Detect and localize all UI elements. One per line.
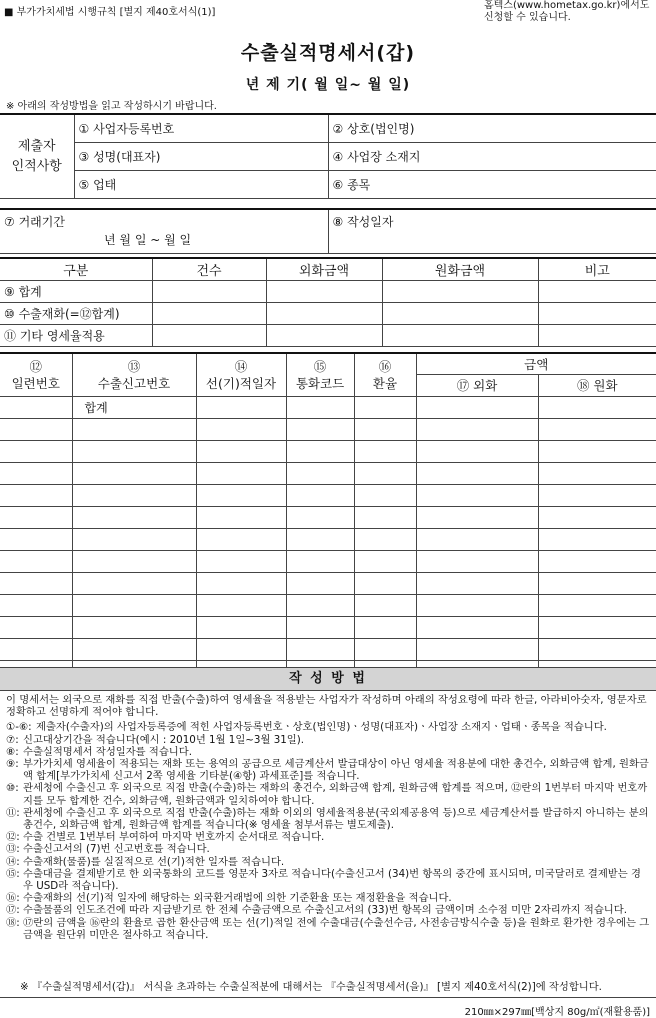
detail-cell[interactable] bbox=[196, 463, 286, 485]
paper-size-note: 210㎜×297㎜[백상지 80g/㎡(재활용품)] bbox=[464, 1007, 650, 1018]
detail-cell[interactable] bbox=[286, 595, 354, 617]
guide-bottom-note: ※ 『수출실적명세서(갑)』 서식을 초과하는 수출실적분에 대해서는 『수출실적명세서(을)』 [별지 제40호서식(2)]에 작성합니다. bbox=[20, 981, 602, 993]
detail-cell[interactable] bbox=[354, 485, 416, 507]
guide-item-number: ⑫: bbox=[6, 831, 20, 844]
detail-cell[interactable] bbox=[0, 595, 72, 617]
guide-item-number: ⑧: bbox=[6, 745, 19, 758]
hometax-notice-line1: 홈텍스(www.hometax.go.kr)에서도 bbox=[484, 0, 650, 11]
write-date-field[interactable]: ⑧ 작성일자 bbox=[328, 209, 656, 254]
guide-item-number: ⑩: bbox=[6, 782, 19, 795]
guide-item-text: 관세청에 수출신고 후 외국으로 직접 반출(수출)하는 재화 이외의 영세율적용분(국외제공용역 등)으로 세금계산서를 발급하지 아니하는 분의 총건수, 외화금액 합계, 원화금액 합계를 적습니다(※ 영세율 첨부서류는 별도제출). bbox=[23, 806, 649, 832]
guide-item bbox=[6, 758, 650, 782]
detail-cell[interactable] bbox=[196, 573, 286, 595]
biz-no-field[interactable]: ① 사업자등록번호 bbox=[74, 114, 328, 143]
guide-item bbox=[6, 892, 650, 904]
guide-item bbox=[6, 746, 650, 758]
detail-cell[interactable] bbox=[72, 573, 196, 595]
guide-title: 작 성 방 법 bbox=[0, 667, 656, 691]
detail-cell[interactable] bbox=[416, 441, 538, 463]
detail-cell[interactable] bbox=[538, 441, 656, 463]
guide-item-text: 제출자(수출자)의 사업자등록증에 적힌 사업자등록번호ㆍ상호(법인명)ㆍ성명(대표자)ㆍ사업장 소재지ㆍ업태ㆍ종목을 적습니다. bbox=[36, 721, 607, 734]
detail-cell[interactable] bbox=[416, 529, 538, 551]
submitter-label bbox=[0, 114, 74, 199]
detail-cell[interactable] bbox=[354, 419, 416, 441]
guide-item-number: ⑰: bbox=[6, 904, 20, 917]
address-field[interactable]: ④ 사업장 소재지 bbox=[328, 143, 656, 171]
detail-cell[interactable] bbox=[0, 441, 72, 463]
detail-cell[interactable] bbox=[72, 595, 196, 617]
detail-cell[interactable] bbox=[538, 595, 656, 617]
detail-cell[interactable] bbox=[354, 639, 416, 661]
summary-cell[interactable] bbox=[382, 281, 538, 303]
guide-item-text: 수출실적명세서 작성일자를 적습니다. bbox=[23, 745, 192, 758]
detail-cell[interactable] bbox=[416, 639, 538, 661]
detail-header-won: ⑱ 원화 bbox=[538, 375, 656, 397]
form-title: 수출실적명세서(갑) bbox=[240, 42, 416, 64]
submitter-label-line1: 제출자 bbox=[17, 138, 56, 154]
detail-cell[interactable] bbox=[354, 617, 416, 639]
detail-header-serial bbox=[0, 353, 72, 397]
detail-row bbox=[0, 551, 656, 573]
summary-cell[interactable] bbox=[152, 281, 266, 303]
guide-items bbox=[6, 721, 650, 941]
detail-cell[interactable] bbox=[196, 485, 286, 507]
detail-cell[interactable] bbox=[538, 397, 656, 419]
detail-cell[interactable] bbox=[72, 485, 196, 507]
detail-cell[interactable] bbox=[0, 573, 72, 595]
detail-cell[interactable] bbox=[72, 551, 196, 573]
detail-cell[interactable] bbox=[286, 573, 354, 595]
detail-cell[interactable] bbox=[196, 551, 286, 573]
transaction-period-value: 년 월 일 ~ 월 일 bbox=[104, 233, 192, 247]
detail-total-cell bbox=[0, 397, 72, 419]
detail-cell[interactable] bbox=[196, 529, 286, 551]
detail-cell[interactable] bbox=[416, 595, 538, 617]
detail-header-decl bbox=[72, 353, 196, 397]
detail-row bbox=[0, 463, 656, 485]
detail-header-rate-label: 환율 bbox=[372, 376, 398, 391]
detail-cell[interactable] bbox=[286, 507, 354, 529]
transaction-period-label: ⑦ 거래기간 bbox=[4, 215, 65, 229]
detail-header-amount: 금액 bbox=[416, 353, 656, 375]
detail-cell[interactable] bbox=[72, 507, 196, 529]
detail-cell[interactable] bbox=[286, 419, 354, 441]
detail-cell[interactable] bbox=[0, 485, 72, 507]
detail-header-date bbox=[196, 353, 286, 397]
detail-cell[interactable] bbox=[354, 463, 416, 485]
guide-item-number: ⑮: bbox=[6, 867, 20, 880]
detail-row bbox=[0, 485, 656, 507]
detail-cell[interactable] bbox=[196, 617, 286, 639]
guide-item bbox=[6, 734, 650, 746]
detail-total-label: 합계 bbox=[72, 397, 196, 419]
guide-item bbox=[6, 917, 650, 941]
detail-cell[interactable] bbox=[538, 529, 656, 551]
detail-cell[interactable] bbox=[416, 551, 538, 573]
guide-item-text: ⑰란의 금액을 ⑯란의 환율로 곱한 환산금액 또는 선(기)적일 전에 수출대금(수출선수금, 사전송금방식수출 등)을 원화로 환가한 경우에는 그 금액을 원단위 미만은 절사하고 적습니다. bbox=[23, 916, 650, 941]
detail-cell[interactable] bbox=[196, 595, 286, 617]
detail-cell[interactable] bbox=[72, 419, 196, 441]
detail-cell[interactable] bbox=[286, 529, 354, 551]
hometax-notice bbox=[484, 0, 649, 24]
guide-item-number: ⑯: bbox=[6, 892, 20, 905]
summary-cell[interactable] bbox=[152, 303, 266, 325]
summary-cell[interactable] bbox=[266, 325, 382, 347]
detail-cell[interactable] bbox=[416, 617, 538, 639]
guide-item-text: 수출물품의 인도조건에 따라 지급받기로 한 전체 수출금액으로 수출신고서의 (33)번 항목의 금액이며 소수점 미만 2자리까지 적습니다. bbox=[23, 904, 627, 917]
detail-cell[interactable] bbox=[196, 507, 286, 529]
detail-row bbox=[0, 639, 656, 661]
detail-cell[interactable] bbox=[538, 507, 656, 529]
detail-cell[interactable] bbox=[286, 551, 354, 573]
tax-period: 년 제 기( 월 일~ 월 일) bbox=[245, 77, 411, 93]
detail-cell[interactable] bbox=[0, 529, 72, 551]
detail-header-decl-label: 수출신고번호 bbox=[97, 376, 171, 391]
detail-cell[interactable] bbox=[196, 639, 286, 661]
summary-header-count: 건수 bbox=[152, 258, 266, 281]
detail-header-date-no: ⑭ bbox=[234, 359, 248, 374]
detail-cell[interactable] bbox=[538, 485, 656, 507]
detail-cell[interactable] bbox=[286, 397, 354, 419]
detail-cell[interactable] bbox=[354, 397, 416, 419]
submitter-table bbox=[0, 113, 656, 199]
detail-row bbox=[0, 507, 656, 529]
detail-header-currency-no: ⑮ bbox=[313, 359, 327, 374]
detail-cell[interactable] bbox=[0, 617, 72, 639]
detail-header-currency bbox=[286, 353, 354, 397]
detail-cell[interactable] bbox=[196, 441, 286, 463]
detail-cell[interactable] bbox=[0, 551, 72, 573]
guide-item bbox=[6, 831, 650, 843]
hometax-notice-line2: 신청할 수 있습니다. bbox=[484, 12, 571, 23]
submitter-label-line2: 인적사항 bbox=[11, 158, 62, 174]
detail-row bbox=[0, 529, 656, 551]
guide-item bbox=[6, 868, 650, 892]
detail-cell[interactable] bbox=[72, 441, 196, 463]
guide-item-text: 수출재화(물품)를 실질적으로 선(기)적한 일자를 적습니다. bbox=[23, 855, 285, 868]
guide-body bbox=[6, 694, 650, 941]
detail-cell[interactable] bbox=[354, 441, 416, 463]
detail-cell[interactable] bbox=[416, 573, 538, 595]
detail-cell[interactable] bbox=[286, 617, 354, 639]
guide-item-text: 수출재화의 선(기)적 일자에 해당하는 외국환거래법에 의한 기준환율 또는 재정환율을 적습니다. bbox=[23, 892, 452, 905]
detail-cell[interactable] bbox=[354, 551, 416, 573]
detail-cell[interactable] bbox=[286, 485, 354, 507]
guide-item bbox=[6, 807, 650, 831]
summary-row-total: ⑨ 합계 bbox=[0, 281, 152, 303]
detail-cell[interactable] bbox=[354, 529, 416, 551]
form-law-reference: ■ 부가가치세법 시행규칙 [별지 제40호서식(1)] bbox=[4, 7, 216, 18]
guide-item-text: 수출대금을 결제받기로 한 외국통화의 코드를 영문자 3자로 적습니다(수출신고서 (34)번 항목의 중간에 표시되며, 미국달러로 결제받는 경우 USD라 적습니다). bbox=[23, 867, 641, 893]
detail-cell[interactable] bbox=[0, 463, 72, 485]
detail-cell[interactable] bbox=[538, 551, 656, 573]
guide-item-text: 관세청에 수출신고 후 외국으로 직접 반출(수출)하는 재화의 총건수, 외화금액 합계, 원화금액 합계를 적으며, ⑫란의 1번부터 마지막 번호까지를 모두 합계한 건수, 외화금액, 원화금액과 일치하여야 합니다. bbox=[23, 782, 648, 807]
detail-cell[interactable] bbox=[72, 463, 196, 485]
detail-cell[interactable] bbox=[354, 507, 416, 529]
detail-header-foreign: ⑰ 외화 bbox=[416, 375, 538, 397]
detail-header-currency-label: 통화코드 bbox=[295, 376, 345, 391]
summary-cell[interactable] bbox=[538, 303, 656, 325]
detail-cell[interactable] bbox=[0, 639, 72, 661]
summary-header-type: 구분 bbox=[0, 258, 152, 281]
detail-header-serial-no: ⑫ bbox=[29, 359, 42, 374]
detail-cell[interactable] bbox=[416, 463, 538, 485]
rep-name-field[interactable]: ③ 성명(대표자) bbox=[74, 143, 328, 171]
guide-item-text: 수출신고서의 (7)번 신고번호를 적습니다. bbox=[23, 843, 210, 856]
guide-item bbox=[6, 782, 650, 806]
detail-cell[interactable] bbox=[196, 419, 286, 441]
detail-cell[interactable] bbox=[416, 397, 538, 419]
guide-item-number: ⑬: bbox=[6, 843, 20, 856]
summary-row-other: ⑪ 기타 영세율적용 bbox=[0, 325, 152, 347]
detail-cell[interactable] bbox=[538, 463, 656, 485]
footer-rule bbox=[0, 997, 656, 998]
detail-cell[interactable] bbox=[538, 639, 656, 661]
summary-cell[interactable] bbox=[538, 281, 656, 303]
detail-cell[interactable] bbox=[0, 507, 72, 529]
guide-item-number: ⑪: bbox=[6, 806, 20, 819]
guide-item-number: ①-⑥: bbox=[6, 721, 32, 734]
summary-header-won: 원화금액 bbox=[382, 258, 538, 281]
detail-header-serial-label: 일련번호 bbox=[11, 376, 60, 391]
summary-table bbox=[0, 257, 656, 347]
detail-cell[interactable] bbox=[416, 419, 538, 441]
transaction-table bbox=[0, 208, 656, 254]
guide-item bbox=[6, 721, 650, 733]
summary-cell[interactable] bbox=[266, 281, 382, 303]
detail-header-date-label: 선(기)적일자 bbox=[205, 376, 277, 391]
summary-row-export: ⑩ 수출재화(=⑫합계) bbox=[0, 303, 152, 325]
detail-cell[interactable] bbox=[286, 463, 354, 485]
summary-cell[interactable] bbox=[538, 325, 656, 347]
detail-header-rate-no: ⑯ bbox=[378, 359, 392, 374]
guide-item bbox=[6, 856, 650, 868]
business-item-field[interactable]: ⑥ 종목 bbox=[328, 171, 656, 199]
summary-header-remark: 비고 bbox=[538, 258, 656, 281]
guide-item-number: ⑱: bbox=[6, 916, 20, 929]
summary-cell[interactable] bbox=[266, 303, 382, 325]
transaction-period-field[interactable] bbox=[0, 209, 328, 254]
detail-cell[interactable] bbox=[538, 617, 656, 639]
detail-row bbox=[0, 595, 656, 617]
detail-header-decl-no: ⑬ bbox=[127, 359, 141, 374]
summary-cell[interactable] bbox=[152, 325, 266, 347]
detail-cell[interactable] bbox=[196, 397, 286, 419]
detail-cell[interactable] bbox=[416, 507, 538, 529]
detail-row bbox=[0, 419, 656, 441]
guide-item bbox=[6, 904, 650, 916]
guide-item-text: 신고대상기간을 적습니다(예시 : 2010년 1월 1일~3월 31일). bbox=[23, 733, 305, 746]
guide-item-number: ⑦: bbox=[6, 733, 19, 746]
detail-cell[interactable] bbox=[354, 573, 416, 595]
detail-cell[interactable] bbox=[286, 639, 354, 661]
instruction-note: ※ 아래의 작성방법을 읽고 작성하시기 바랍니다. bbox=[6, 101, 217, 112]
summary-cell[interactable] bbox=[382, 325, 538, 347]
guide-item bbox=[6, 843, 650, 855]
guide-item-text: 부가가치세 영세율이 적용되는 재화 또는 용역의 공급으로 세금계산서 발급대상이 아닌 영세율 적용분에 대한 총건수, 외화금액 합계, 원화금액 합계[부가가치세 신고서 2쪽 영세율 기타분(④항) 과세표준]를 적습니다. bbox=[23, 758, 649, 783]
detail-cell[interactable] bbox=[354, 595, 416, 617]
detail-cell[interactable] bbox=[0, 419, 72, 441]
summary-header-foreign: 외화금액 bbox=[266, 258, 382, 281]
detail-cell[interactable] bbox=[72, 529, 196, 551]
detail-cell[interactable] bbox=[286, 441, 354, 463]
detail-row bbox=[0, 573, 656, 595]
guide-item-text: 수출 건별로 1번부터 부여하여 마지막 번호까지 순서대로 적습니다. bbox=[23, 831, 325, 844]
business-type-field[interactable]: ⑤ 업태 bbox=[74, 171, 328, 199]
detail-row bbox=[0, 441, 656, 463]
summary-cell[interactable] bbox=[382, 303, 538, 325]
guide-intro: 이 명세서는 외국으로 재화를 직접 반출(수출)하여 영세율을 적용받는 사업자가 작성하며 아래의 작성요령에 따라 한글, 아라비아숫자, 영문자로 정확하고 선명하게 적어야 합니다. bbox=[6, 694, 647, 719]
guide-item-number: ⑭: bbox=[6, 855, 20, 868]
detail-table bbox=[0, 352, 656, 683]
detail-cell[interactable] bbox=[72, 639, 196, 661]
detail-cell[interactable] bbox=[416, 485, 538, 507]
detail-cell[interactable] bbox=[538, 419, 656, 441]
trade-name-field[interactable]: ② 상호(법인명) bbox=[328, 114, 656, 143]
detail-row bbox=[0, 617, 656, 639]
detail-header-rate bbox=[354, 353, 416, 397]
guide-item-number: ⑨: bbox=[6, 758, 19, 771]
detail-cell[interactable] bbox=[72, 617, 196, 639]
detail-cell[interactable] bbox=[538, 573, 656, 595]
